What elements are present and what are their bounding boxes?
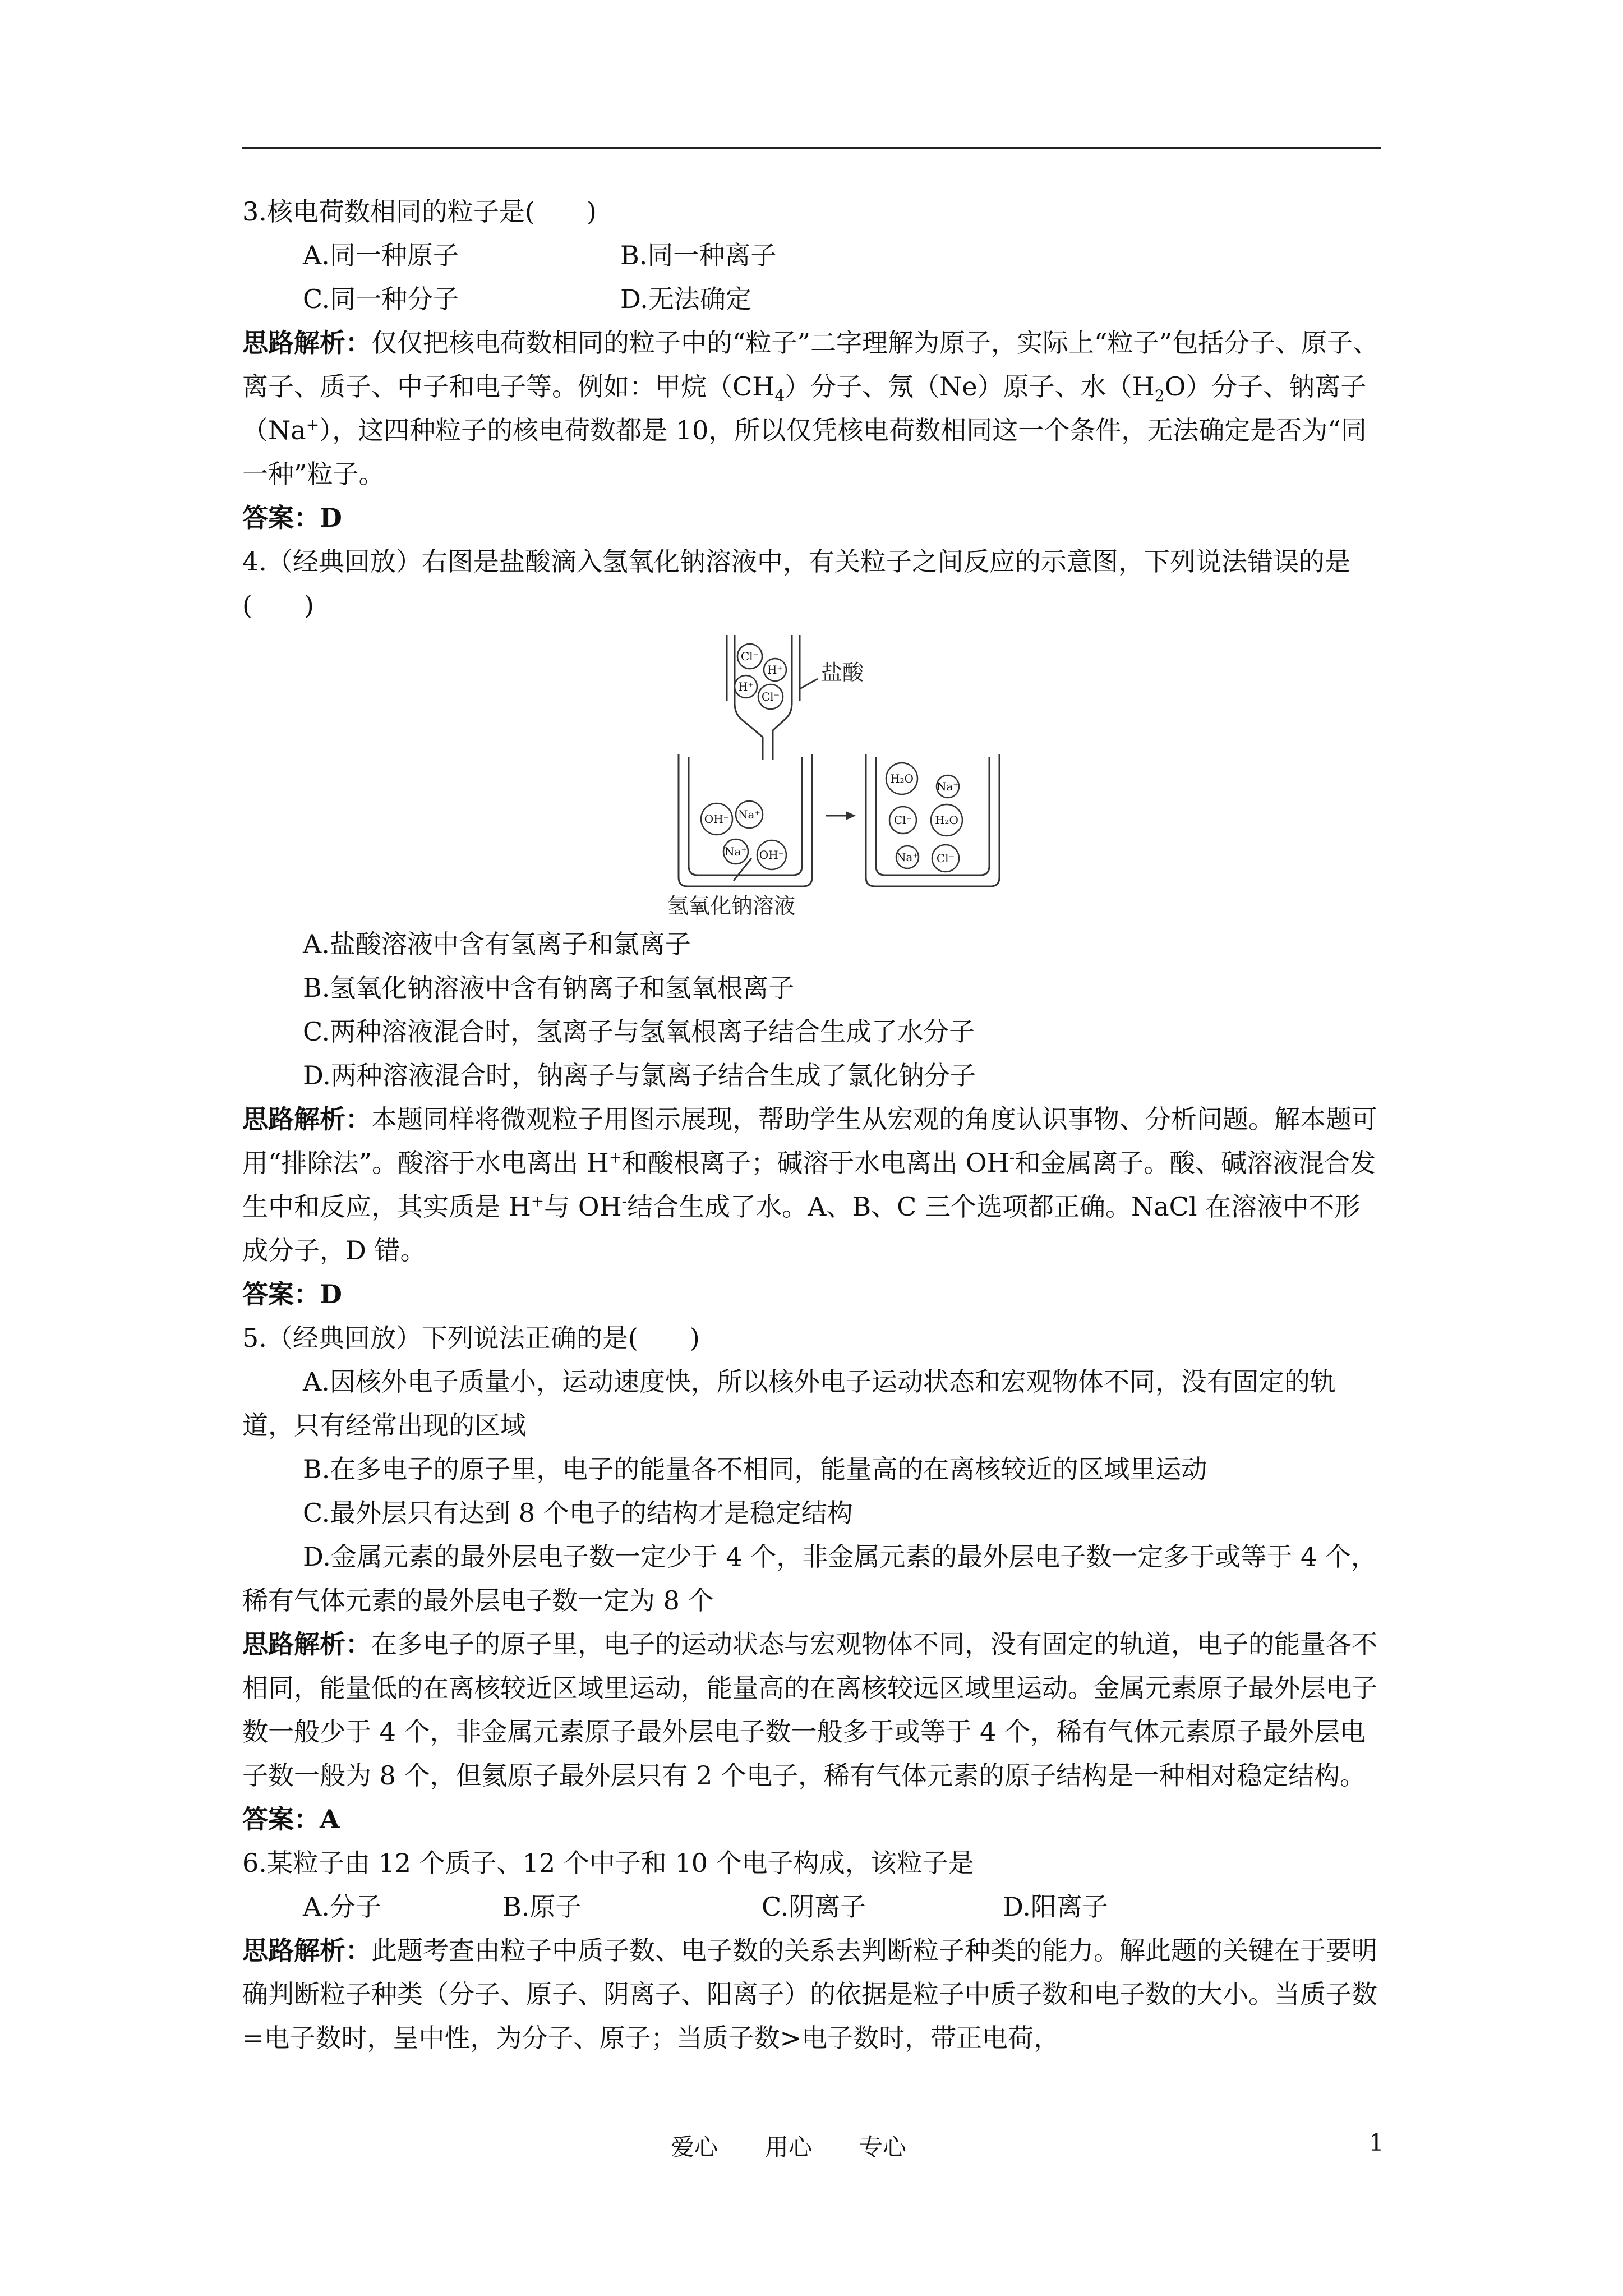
svg-text:H₂O: H₂O bbox=[935, 813, 958, 827]
page-content bbox=[242, 190, 1381, 2060]
q6-option-a: A.分子 bbox=[303, 1892, 381, 1922]
analysis-label: 思路解析： bbox=[242, 1104, 371, 1134]
svg-text:Cl⁻: Cl⁻ bbox=[936, 852, 955, 865]
analysis-label: 思路解析： bbox=[242, 1935, 371, 1966]
svg-text:Cl⁻: Cl⁻ bbox=[740, 650, 759, 663]
q3-option-b: B.同一种离子 bbox=[620, 240, 777, 270]
q3-options-row2 bbox=[242, 277, 1381, 321]
q6-analysis: 思路解析：此题考查由粒子中质子数、电子数的关系去判断粒子种类的能力。解此题的关键在于要明确判断粒子种类（分子、原子、阴离子、阳离子）的依据是粒子中质子数和电子数的大小。当质子数=电子数时，呈中性，为分子、原子；当质子数>电子数时，带正电荷， bbox=[242, 1935, 1377, 2053]
q4-option-c: C.两种溶液混合时，氢离子与氢氧根离子结合生成了水分子 bbox=[303, 1016, 975, 1047]
header-rule bbox=[242, 147, 1381, 149]
q6-option-c: C.阴离子 bbox=[762, 1892, 866, 1922]
q4-option-a: A.盐酸溶液中含有氢离子和氯离子 bbox=[303, 929, 691, 959]
q5-option-a: A.因核外电子质量小，运动速度快，所以核外电子运动状态和宏观物体不同，没有固定的轨道，只有经常出现的区域 bbox=[242, 1366, 1336, 1441]
label-naoh: 氢氧化钠溶液 bbox=[667, 894, 796, 918]
label-hcl: 盐酸 bbox=[821, 660, 864, 685]
q3-stem: 3.核电荷数相同的粒子是( ) bbox=[242, 196, 597, 227]
reaction-diagram bbox=[667, 635, 1060, 921]
q4-stem: 4.（经典回放）右图是盐酸滴入氢氧化钠溶液中，有关粒子之间反应的示意图，下列说法错误的是( ) bbox=[242, 546, 1350, 620]
svg-text:Cl⁻: Cl⁻ bbox=[761, 690, 780, 703]
q5-analysis: 思路解析：在多电子的原子里，电子的运动状态与宏观物体不同，没有固定的轨道，电子的能量各不相同，能量低的在离核较近区域里运动，能量高的在离核较远区域里运动。金属元素原子最外层电子数一般少于 4 个，非金属元素原子最外层电子数一般多于或等于 4 个，稀有气体元素原子最外层电子数一般为 8 个，但氦原子最外层只有 2 个电子，稀有气体元素的原子结构是一种相对稳定结构。 bbox=[242, 1629, 1377, 1791]
svg-text:Na⁺: Na⁺ bbox=[738, 808, 760, 821]
q3-option-d: D.无法确定 bbox=[620, 284, 751, 314]
q4-option-d: D.两种溶液混合时，钠离子与氯离子结合生成了氯化钠分子 bbox=[303, 1060, 976, 1091]
q6-option-d: D.阳离子 bbox=[1003, 1892, 1108, 1922]
svg-text:Na⁺: Na⁺ bbox=[937, 780, 959, 793]
svg-text:Na⁺: Na⁺ bbox=[725, 845, 747, 858]
q5-option-b: B.在多电子的原子里，电子的能量各不相同，能量高的在离核较近的区域里运动 bbox=[303, 1454, 1207, 1484]
q4-answer: 答案：D bbox=[242, 1279, 342, 1309]
analysis-label: 思路解析： bbox=[242, 1629, 371, 1659]
svg-text:OH⁻: OH⁻ bbox=[704, 812, 730, 826]
footer-motto: 爱心 用心 专心 bbox=[671, 2133, 907, 2161]
analysis-label: 思路解析： bbox=[242, 328, 371, 358]
q6-option-b: B.原子 bbox=[502, 1892, 582, 1922]
svg-text:H⁺: H⁺ bbox=[767, 663, 783, 677]
q4-analysis: 思路解析：本题同样将微观粒子用图示展现，帮助学生从宏观的角度认识事物、分析问题。解本题可用“排除法”。酸溶于水电离出 H+和酸根离子；碱溶于水电离出 OH-和金属离子。酸、碱溶液混合发生中和反应，其实质是 H+与 OH-结合生成了水。A、B、C 三个选项都正确。NaCl 在溶液中不形成分子，D 错。 bbox=[242, 1104, 1377, 1266]
svg-text:H⁺: H⁺ bbox=[738, 680, 754, 693]
q4-option-b: B.氢氧化钠溶液中含有钠离子和氢氧根离子 bbox=[303, 973, 795, 1003]
q5-stem: 5.（经典回放）下列说法正确的是( ) bbox=[242, 1323, 700, 1353]
q3-option-a: A.同一种原子 bbox=[303, 240, 459, 270]
q6-options bbox=[242, 1885, 1381, 1929]
q5-answer: 答案：A bbox=[242, 1804, 340, 1834]
q3-answer: 答案：D bbox=[242, 503, 342, 533]
svg-text:OH⁻: OH⁻ bbox=[759, 848, 785, 862]
svg-text:Na⁺: Na⁺ bbox=[896, 850, 919, 864]
svg-text:Cl⁻: Cl⁻ bbox=[893, 813, 912, 827]
svg-text:H₂O: H₂O bbox=[890, 772, 914, 785]
arrow-icon bbox=[826, 811, 856, 820]
q3-option-c: C.同一种分子 bbox=[303, 284, 459, 314]
q6-stem: 6.某粒子由 12 个质子、12 个中子和 10 个电子构成，该粒子是 bbox=[242, 1848, 974, 1878]
q3-analysis: 思路解析：仅仅把核电荷数相同的粒子中的“粒子”二字理解为原子，实际上“粒子”包括分子、原子、离子、质子、中子和电子等。例如：甲烷$(CH_4)$分子、氖（Ne）原子、水$(H_2O)$分子、钠离子（Na+），这四种粒子的核电荷数都是 10，所以仅凭核电荷数相同这一个条件，无法确定是否为“同一种”粒子。 bbox=[242, 328, 1379, 489]
q5-option-d: D.金属元素的最外层电子数一定少于 4 个，非金属元素的最外层电子数一定多于或等于 4 个，稀有气体元素的最外层电子数一定为 8 个 bbox=[242, 1542, 1377, 1616]
q3-options-row1 bbox=[242, 233, 1381, 277]
q5-option-c: C.最外层只有达到 8 个电子的结构才是稳定结构 bbox=[303, 1498, 853, 1528]
page-number: 1 bbox=[1369, 2129, 1384, 2156]
